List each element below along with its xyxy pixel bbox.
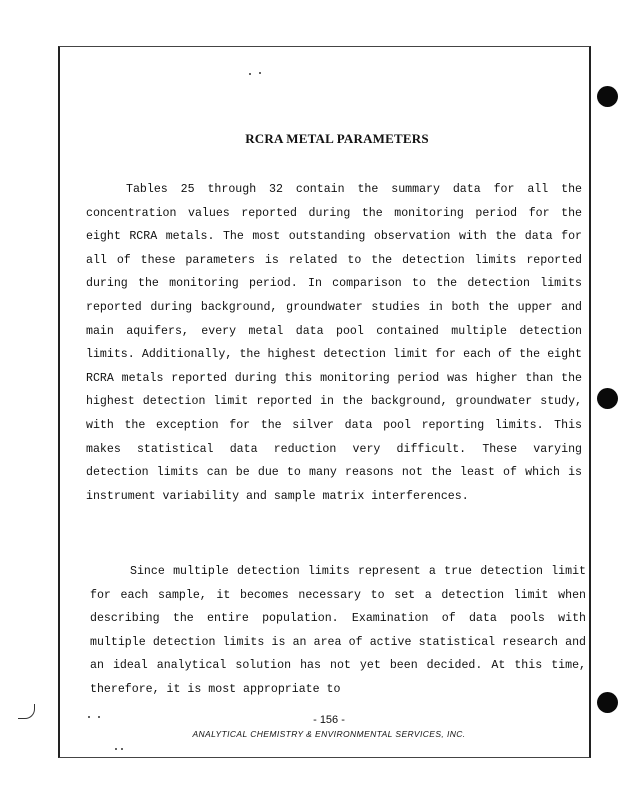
footer-company-name: ANALYTICAL CHEMISTRY & ENVIRONMENTAL SERVICES, INC. [192, 729, 466, 739]
scan-speck [259, 72, 261, 74]
punch-hole [597, 86, 618, 107]
paragraph-2 [90, 560, 586, 702]
section-title: RCRA METAL PARAMETERS [245, 131, 429, 146]
paragraph-1-text: Tables 25 through 32 contain the summary data for all the concentration values reported during the monitoring period for the eight RCRA metals. The most outstanding observation with the data for all of these parameters is related to the detection limits reported during the monitoring period. In comparison to the detection limits reported during background, groundwater studies in both the upper and main aquifers, every metal data pool contained multiple detection limits. Additionally, the highest detection limit for each of the eight RCRA metals reported during this monitoring period was higher than the highest detection limit reported in the background, groundwater study, with the exception for the silver data pool reporting limits. This makes statistical data reduction very difficult. These varying detection limits can be due to many reasons not the least of which is instrument variability and sample matrix interferences. [86, 183, 582, 503]
scan-speck [115, 748, 117, 750]
page-number: - 156 - [313, 714, 345, 726]
scan-speck [121, 748, 123, 750]
scan-speck [249, 73, 251, 75]
punch-hole [597, 388, 618, 409]
paragraph-1 [86, 178, 582, 508]
paragraph-2-text: Since multiple detection limits represent a true detection limit for each sample, it becomes necessary to set a detection limit when describing the entire population. Examination of data pools with multiple detection limits is an area of active statistical research and an ideal analytical solution has not yet been decided. At this time, therefore, it is most appropriate to [90, 565, 586, 696]
punch-hole [597, 692, 618, 713]
